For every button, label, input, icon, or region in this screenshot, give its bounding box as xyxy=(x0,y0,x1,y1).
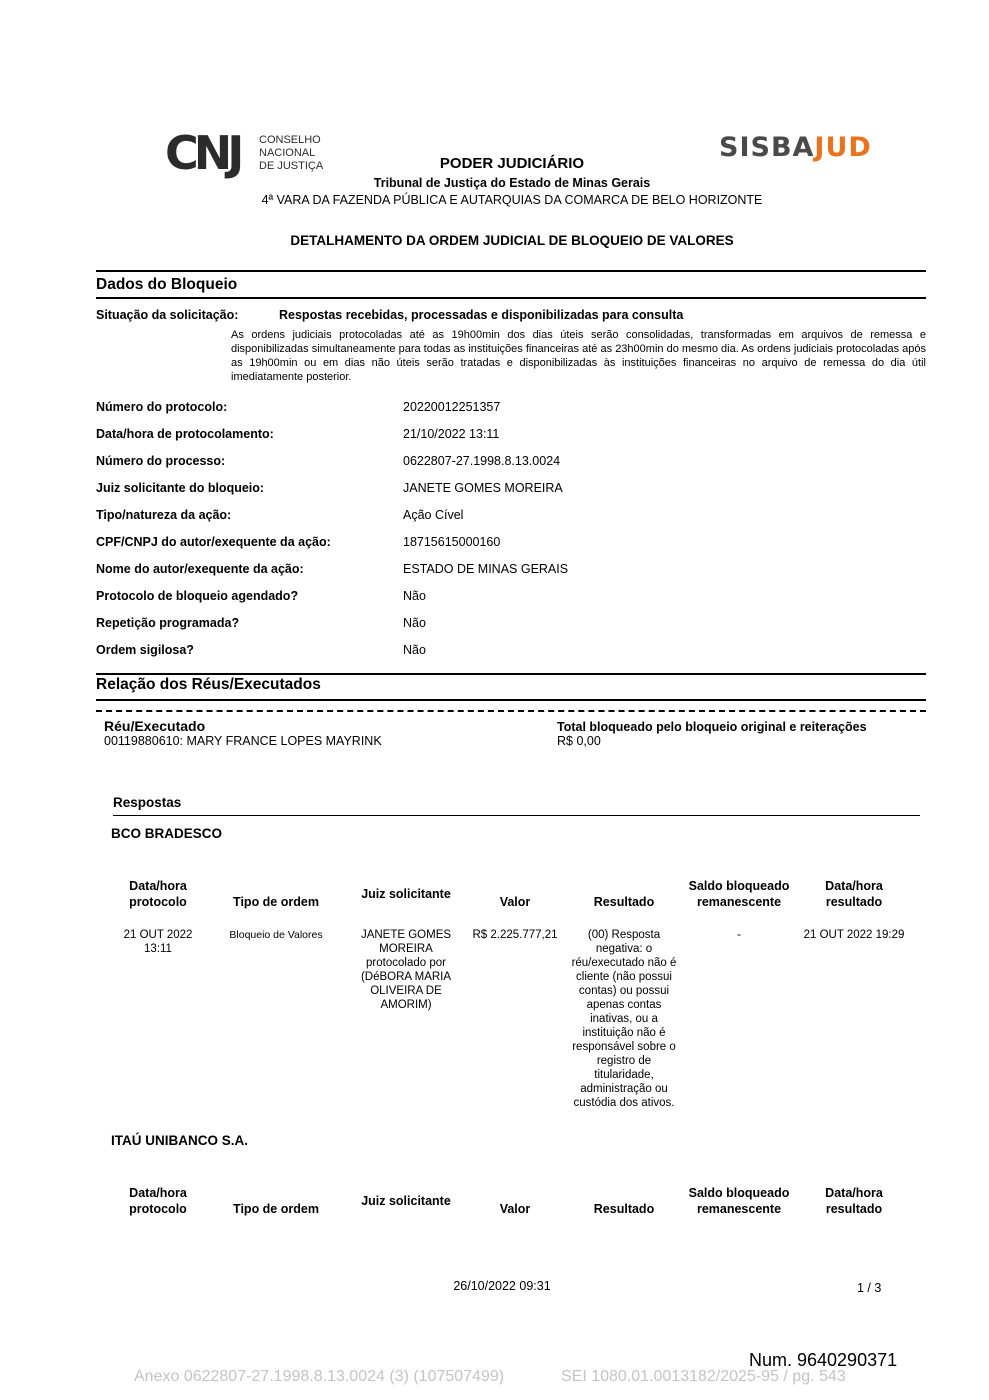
col-header-juiz: Juiz solicitante xyxy=(361,887,451,901)
field-value: Não xyxy=(403,589,426,603)
col-header-tipo-ordem: Tipo de ordem xyxy=(233,895,319,909)
cnj-logo-letters: CNJ xyxy=(165,126,240,180)
field-value: 21/10/2022 13:11 xyxy=(403,427,500,441)
field-label: Nome do autor/exequente da ação: xyxy=(96,562,304,576)
col-header-juiz: Juiz solicitante xyxy=(361,1194,451,1208)
section-rule-bottom xyxy=(96,297,926,299)
col-header-data-protocolo: Data/hora protocolo xyxy=(129,879,187,909)
field-label: Ordem sigilosa? xyxy=(96,643,194,657)
col-header-saldo: Saldo bloqueado remanescente xyxy=(688,1186,790,1216)
bank-name: ITAÚ UNIBANCO S.A. xyxy=(111,1133,248,1148)
bank-name: BCO BRADESCO xyxy=(111,826,223,841)
watermark-sei: SEI 1080.01.0013182/2025-95 / pg. 543 xyxy=(561,1368,846,1385)
col-header-resultado: Resultado xyxy=(593,1202,655,1216)
section-rule-top xyxy=(96,673,926,675)
field-value: ESTADO DE MINAS GERAIS xyxy=(403,562,569,576)
field-value: 0622807-27.1998.8.13.0024 xyxy=(403,454,561,468)
header-tribunal: Tribunal de Justiça do Estado de Minas Gerais xyxy=(373,176,651,190)
cell-resultado: (00) Resposta negativa: o réu/executado não é cliente (não possui contas) ou possui apenas contas inativas, ou a instituição não é responsável sobre o registro de titularidade, administração ou custódia dos ativos. xyxy=(571,929,677,1109)
field-label: Número do protocolo: xyxy=(96,400,228,414)
col-header-tipo-ordem: Tipo de ordem xyxy=(233,1202,319,1216)
field-label: Data/hora de protocolamento: xyxy=(96,427,274,441)
field-label: Protocolo de bloqueio agendado? xyxy=(96,589,299,603)
field-label: CPF/CNPJ do autor/exequente da ação: xyxy=(96,535,331,549)
situacao-description: As ordens judiciais protocoladas até as 19h00min dos dias úteis serão consolidadas, transformadas em arquivos de remessa e disponibilizadas simultaneamente para todas as instituições financeiras até as 23h00min do mesmo dia. As ordens judiciais protocoladas após as 19h00min ou em dias não úteis serão tratadas e disponibilizadas às instituições financeiras no arquivo de remessa do dia útil imediatamente posterior. xyxy=(231,329,926,383)
col-header-saldo: Saldo bloqueado remanescente xyxy=(688,879,790,909)
field-value: Não xyxy=(403,643,426,657)
col-header-data-resultado: Data/hora resultado xyxy=(825,1186,883,1216)
section-heading-reus: Relação dos Réus/Executados xyxy=(96,676,321,693)
page-number: 1 / 3 xyxy=(857,1281,882,1295)
field-label: Juiz solicitante do bloqueio: xyxy=(96,481,265,495)
header-poder: PODER JUDICIÁRIO xyxy=(439,155,585,172)
reu-label: Réu/Executado xyxy=(104,718,206,734)
section-rule-bottom xyxy=(96,699,926,701)
col-header-valor: Valor xyxy=(499,895,531,909)
sisbajud-logo: SISBAJUD xyxy=(719,132,872,163)
field-label: Número do processo: xyxy=(96,454,226,468)
cell-saldo: - xyxy=(737,929,741,941)
section-heading-dados: Dados do Bloqueio xyxy=(96,276,238,293)
document-title: DETALHAMENTO DA ORDEM JUDICIAL DE BLOQUEIO DE VALORES xyxy=(290,233,734,248)
cell-juiz: JANETE GOMES MOREIRA protocolado por (DéBORA MARIA OLIVEIRA DE AMORIM) xyxy=(360,929,452,1011)
footer-datetime: 26/10/2022 09:31 xyxy=(453,1279,551,1293)
field-label: Tipo/natureza da ação: xyxy=(96,508,232,522)
total-label: Total bloqueado pelo bloqueio original e reiterações xyxy=(557,720,867,734)
field-value: Ação Cível xyxy=(403,508,464,522)
cell-data-resultado: 21 OUT 2022 19:29 xyxy=(803,929,905,941)
reu-value: 00119880610: MARY FRANCE LOPES MAYRINK xyxy=(104,734,382,748)
header-vara: 4ª VARA DA FAZENDA PÚBLICA E AUTARQUIAS DA COMARCA DE BELO HORIZONTE xyxy=(261,193,763,207)
field-value: 20220012251357 xyxy=(403,400,501,414)
col-header-valor: Valor xyxy=(499,1202,531,1216)
col-header-resultado: Resultado xyxy=(593,895,655,909)
cell-data-protocolo: 21 OUT 2022 13:11 xyxy=(123,929,193,955)
cell-tipo-ordem: Bloqueio de Valores xyxy=(229,929,323,941)
total-value: R$ 0,00 xyxy=(557,734,601,748)
watermark-anexo: Anexo 0622807-27.1998.8.13.0024 (3) (107507499) xyxy=(134,1368,505,1385)
respostas-heading: Respostas xyxy=(113,795,182,810)
cell-valor: R$ 2.225.777,21 xyxy=(472,929,558,941)
section-rule-top xyxy=(96,270,926,272)
field-value: Não xyxy=(403,616,426,630)
field-value: 18715615000160 xyxy=(403,535,501,549)
col-header-data-resultado: Data/hora resultado xyxy=(825,879,883,909)
situacao-label: Situação da solicitação: xyxy=(96,308,239,322)
dashed-separator xyxy=(96,710,926,712)
cnj-logo-text: CONSELHO NACIONAL DE JUSTIÇA xyxy=(259,134,324,172)
field-label: Repetição programada? xyxy=(96,616,240,630)
situacao-value: Respostas recebidas, processadas e disponibilizadas para consulta xyxy=(279,308,684,322)
field-value: JANETE GOMES MOREIRA xyxy=(403,481,563,495)
document-number: Num. 9640290371 xyxy=(749,1350,898,1370)
col-header-data-protocolo: Data/hora protocolo xyxy=(129,1186,187,1216)
respostas-rule xyxy=(113,815,920,816)
